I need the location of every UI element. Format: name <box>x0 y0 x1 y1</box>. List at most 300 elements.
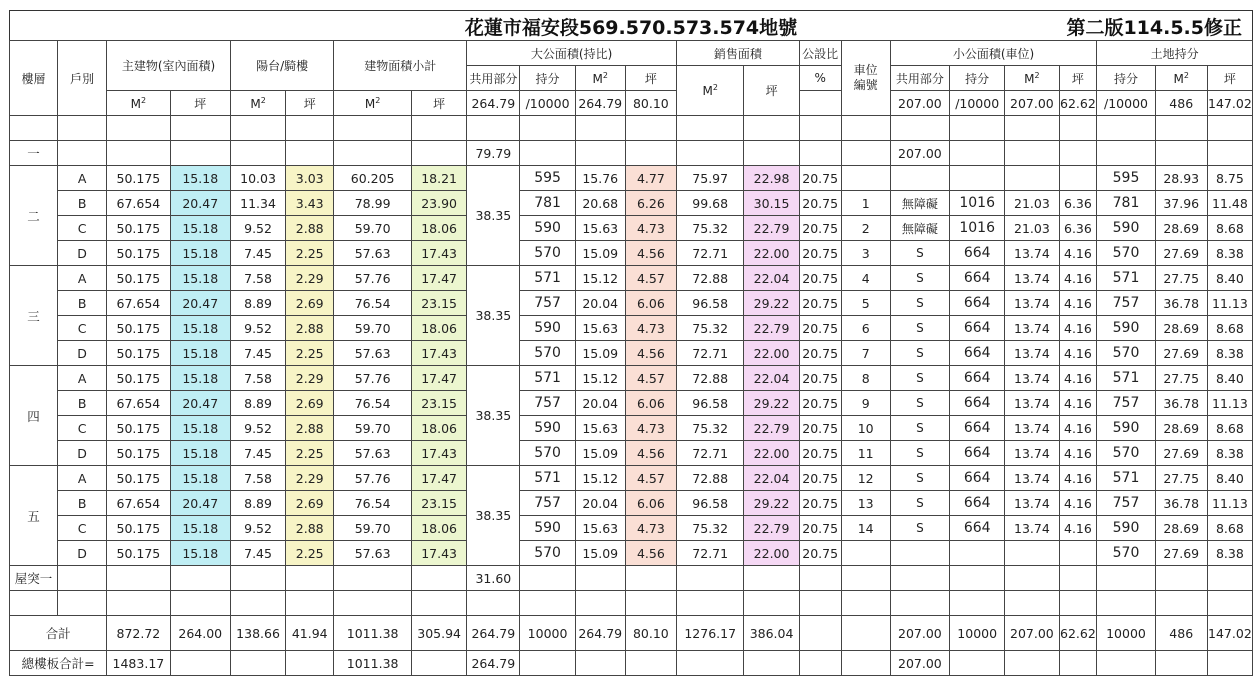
value-cell: 571 <box>1097 266 1155 291</box>
value-cell: 20.75 <box>799 391 841 416</box>
empty-cell <box>1155 591 1207 616</box>
parking-number-cell: 12 <box>841 466 890 491</box>
empty-cell <box>58 141 107 166</box>
empty-cell <box>575 651 625 676</box>
unit-row <box>10 391 1253 416</box>
value-cell: 570 <box>520 541 575 566</box>
value-cell: 50.175 <box>107 241 170 266</box>
value-cell: 76.54 <box>334 491 412 516</box>
value-cell: 75.32 <box>676 416 744 441</box>
empty-cell <box>58 116 107 141</box>
empty-cell <box>1059 591 1097 616</box>
empty-cell <box>1059 141 1097 166</box>
value-cell: 4.16 <box>1059 416 1097 441</box>
header-balcony-m2 <box>230 91 285 116</box>
empty-cell <box>467 591 520 616</box>
parking-type-cell: S <box>890 491 949 516</box>
value-cell: 570 <box>520 341 575 366</box>
value-cell: 50.175 <box>107 516 170 541</box>
value-cell: 57.76 <box>334 266 412 291</box>
value-cell: 20.75 <box>799 216 841 241</box>
value-cell: 571 <box>520 266 575 291</box>
value-cell: 4.73 <box>625 516 676 541</box>
value-cell: 37.96 <box>1155 191 1207 216</box>
empty-cell <box>676 651 744 676</box>
value-cell <box>950 166 1005 191</box>
header-main-ping: 坪 <box>170 91 230 116</box>
grand-total-small-public: 207.00 <box>890 651 949 676</box>
squared-mark: 2 <box>1183 70 1189 80</box>
value-cell: 57.76 <box>334 366 412 391</box>
value-cell: 67.654 <box>107 191 170 216</box>
value-cell: 4.16 <box>1059 241 1097 266</box>
unit-label: C <box>58 416 107 441</box>
empty-cell <box>950 591 1005 616</box>
value-cell: 7.58 <box>230 466 285 491</box>
value-cell: 50.175 <box>107 466 170 491</box>
value-cell: 4.57 <box>625 466 676 491</box>
empty-cell <box>107 116 170 141</box>
header-small-m2 <box>1005 66 1059 91</box>
large-public-shared-cell: 38.35 <box>467 166 520 266</box>
header-large-m2-text: M <box>592 71 603 86</box>
value-cell: 6.36 <box>1059 216 1097 241</box>
empty-cell <box>1155 141 1207 166</box>
value-cell: 570 <box>1097 241 1155 266</box>
value-cell: 59.70 <box>334 316 412 341</box>
value-cell: 22.79 <box>744 516 799 541</box>
empty-cell <box>890 566 949 591</box>
empty-cell <box>1059 566 1097 591</box>
header-small-public: 小公面積(車位) <box>890 41 1097 66</box>
unit-row <box>10 216 1253 241</box>
value-cell: 15.18 <box>170 166 230 191</box>
value-cell: 664 <box>950 516 1005 541</box>
empty-cell <box>676 591 744 616</box>
grand-total-row <box>10 651 1253 676</box>
value-cell: 50.175 <box>107 541 170 566</box>
value-cell: 20.68 <box>575 191 625 216</box>
parking-type-cell: S <box>890 416 949 441</box>
empty-cell <box>799 141 841 166</box>
parking-number-cell: 14 <box>841 516 890 541</box>
empty-cell <box>1155 116 1207 141</box>
value-cell: 36.78 <box>1155 391 1207 416</box>
value-cell: 2.25 <box>286 441 334 466</box>
header-main-building: 主建物(室內面積) <box>107 41 231 91</box>
total-cell: 10000 <box>1097 616 1155 651</box>
large-public-ping: 80.10 <box>625 91 676 116</box>
total-cell: 1276.17 <box>676 616 744 651</box>
empty-cell <box>1155 651 1207 676</box>
empty-cell <box>575 116 625 141</box>
unit-row <box>10 516 1253 541</box>
floor-label: 四 <box>10 366 58 466</box>
unit-row <box>10 191 1253 216</box>
value-cell: 15.63 <box>575 316 625 341</box>
empty-cell <box>950 116 1005 141</box>
value-cell: 4.56 <box>625 541 676 566</box>
header-small-shared: 共用部分 <box>890 66 949 91</box>
value-cell: 4.16 <box>1059 366 1097 391</box>
empty-cell <box>286 591 334 616</box>
empty-cell <box>575 141 625 166</box>
value-cell: 27.75 <box>1155 266 1207 291</box>
value-cell: 22.00 <box>744 241 799 266</box>
empty-cell <box>799 116 841 141</box>
header-land-share: 土地持分 <box>1097 41 1253 66</box>
floor-1-row <box>10 141 1253 166</box>
total-cell: 138.66 <box>230 616 285 651</box>
empty-cell <box>676 141 744 166</box>
value-cell: 664 <box>950 241 1005 266</box>
unit-label: C <box>58 516 107 541</box>
empty-cell <box>799 651 841 676</box>
value-cell: 15.63 <box>575 216 625 241</box>
value-cell: 28.93 <box>1155 166 1207 191</box>
unit-label: D <box>58 241 107 266</box>
empty-cell <box>1097 116 1155 141</box>
value-cell: 22.79 <box>744 416 799 441</box>
empty-cell <box>1005 141 1059 166</box>
value-cell: 8.68 <box>1207 316 1252 341</box>
value-cell: 2.29 <box>286 366 334 391</box>
grand-total-label: 總樓板合計= <box>10 651 107 676</box>
header-sales-area: 銷售面積 <box>676 41 799 66</box>
value-cell: 757 <box>1097 491 1155 516</box>
value-cell: 13.74 <box>1005 416 1059 441</box>
value-cell: 20.75 <box>799 466 841 491</box>
value-cell: 4.16 <box>1059 466 1097 491</box>
empty-cell <box>230 591 285 616</box>
value-cell: 570 <box>1097 441 1155 466</box>
value-cell: 13.74 <box>1005 241 1059 266</box>
value-cell: 8.89 <box>230 291 285 316</box>
empty-cell <box>1207 116 1252 141</box>
value-cell: 570 <box>520 441 575 466</box>
total-cell: 264.00 <box>170 616 230 651</box>
value-cell: 17.47 <box>412 366 467 391</box>
unit-label: A <box>58 266 107 291</box>
value-cell: 8.75 <box>1207 166 1252 191</box>
value-cell: 571 <box>520 466 575 491</box>
empty-cell <box>744 116 799 141</box>
total-cell: 872.72 <box>107 616 170 651</box>
parking-number-cell: 4 <box>841 266 890 291</box>
total-cell: 207.00 <box>1005 616 1059 651</box>
value-cell: 2.69 <box>286 291 334 316</box>
value-cell: 13.74 <box>1005 316 1059 341</box>
value-cell: 571 <box>1097 466 1155 491</box>
value-cell: 664 <box>950 291 1005 316</box>
area-table <box>9 40 1253 676</box>
empty-cell <box>286 116 334 141</box>
empty-cell <box>1059 116 1097 141</box>
value-cell: 1016 <box>950 191 1005 216</box>
title-row <box>9 10 1253 40</box>
floor-label: 二 <box>10 166 58 266</box>
large-public-shared-cell: 79.79 <box>467 141 520 166</box>
value-cell: 13.74 <box>1005 266 1059 291</box>
value-cell: 20.04 <box>575 391 625 416</box>
value-cell: 75.32 <box>676 516 744 541</box>
total-cell <box>841 616 890 651</box>
value-cell: 15.18 <box>170 541 230 566</box>
large-public-denominator: /10000 <box>520 91 575 116</box>
value-cell: 29.22 <box>744 291 799 316</box>
header-percent: % <box>799 66 841 91</box>
header-unit: 戶別 <box>58 41 107 116</box>
value-cell: 29.22 <box>744 491 799 516</box>
value-cell: 22.98 <box>744 166 799 191</box>
value-cell: 50.175 <box>107 416 170 441</box>
value-cell: 72.71 <box>676 441 744 466</box>
value-cell: 20.75 <box>799 516 841 541</box>
empty-cell <box>10 591 58 616</box>
value-cell: 9.52 <box>230 416 285 441</box>
value-cell: 4.73 <box>625 416 676 441</box>
empty-cell <box>799 591 841 616</box>
empty-cell <box>107 566 170 591</box>
unit-label: B <box>58 191 107 216</box>
value-cell: 8.89 <box>230 491 285 516</box>
header-main-m2-text: M <box>130 96 142 111</box>
empty-cell <box>1097 141 1155 166</box>
value-cell: 15.12 <box>575 366 625 391</box>
value-cell: 15.18 <box>170 316 230 341</box>
total-cell: 207.00 <box>890 616 949 651</box>
small-public-denominator: /10000 <box>950 91 1005 116</box>
value-cell: 4.16 <box>1059 316 1097 341</box>
empty-cell <box>467 116 520 141</box>
value-cell: 17.43 <box>412 341 467 366</box>
empty-cell <box>1207 566 1252 591</box>
value-cell: 13.74 <box>1005 516 1059 541</box>
value-cell: 13.74 <box>1005 391 1059 416</box>
parking-type-cell: S <box>890 466 949 491</box>
empty-cell <box>1097 566 1155 591</box>
value-cell: 6.06 <box>625 391 676 416</box>
value-cell: 664 <box>950 341 1005 366</box>
value-cell: 67.654 <box>107 491 170 516</box>
value-cell: 781 <box>1097 191 1155 216</box>
header-floor: 樓層 <box>10 41 58 116</box>
value-cell: 20.75 <box>799 416 841 441</box>
value-cell: 7.45 <box>230 541 285 566</box>
large-public-shared-m2: 264.79 <box>467 91 520 116</box>
value-cell: 3.43 <box>286 191 334 216</box>
value-cell: 21.03 <box>1005 191 1059 216</box>
value-cell: 11.48 <box>1207 191 1252 216</box>
value-cell: 664 <box>950 366 1005 391</box>
value-cell: 11.34 <box>230 191 285 216</box>
parking-number-cell: 10 <box>841 416 890 441</box>
value-cell: 8.40 <box>1207 266 1252 291</box>
empty-cell <box>1005 651 1059 676</box>
total-cell: 1011.38 <box>334 616 412 651</box>
header-subtotal-m2-text: M <box>364 96 376 111</box>
value-cell: 781 <box>520 191 575 216</box>
value-cell: 8.68 <box>1207 516 1252 541</box>
value-cell: 96.58 <box>676 291 744 316</box>
value-cell: 20.75 <box>799 191 841 216</box>
empty-cell <box>1207 591 1252 616</box>
empty-cell <box>334 566 412 591</box>
value-cell: 4.16 <box>1059 391 1097 416</box>
value-cell: 76.54 <box>334 291 412 316</box>
unit-label: C <box>58 216 107 241</box>
empty-cell <box>744 591 799 616</box>
parking-number-cell: 2 <box>841 216 890 241</box>
value-cell: 15.76 <box>575 166 625 191</box>
value-cell: 8.68 <box>1207 216 1252 241</box>
header-large-public: 大公面積(持比) <box>467 41 677 66</box>
value-cell: 4.73 <box>625 316 676 341</box>
value-cell: 15.18 <box>170 466 230 491</box>
value-cell: 11.13 <box>1207 391 1252 416</box>
value-cell: 15.09 <box>575 341 625 366</box>
value-cell: 22.00 <box>744 541 799 566</box>
value-cell: 757 <box>520 491 575 516</box>
empty-cell <box>412 116 467 141</box>
value-cell: 15.18 <box>170 441 230 466</box>
unit-label: B <box>58 491 107 516</box>
value-cell: 67.654 <box>107 391 170 416</box>
empty-cell <box>1097 591 1155 616</box>
parking-number-cell: 6 <box>841 316 890 341</box>
small-public-ping: 62.62 <box>1059 91 1097 116</box>
parking-number-cell: 11 <box>841 441 890 466</box>
empty-cell <box>170 591 230 616</box>
empty-cell <box>841 566 890 591</box>
value-cell: 27.75 <box>1155 366 1207 391</box>
floor-label: 屋突一 <box>10 566 58 591</box>
unit-row <box>10 241 1253 266</box>
unit-row <box>10 466 1253 491</box>
value-cell: 50.175 <box>107 266 170 291</box>
parking-type-cell: 無障礙 <box>890 216 949 241</box>
value-cell: 17.47 <box>412 266 467 291</box>
floor-label: 一 <box>10 141 58 166</box>
empty-cell <box>890 591 949 616</box>
empty-cell <box>1207 651 1252 676</box>
value-cell: 7.58 <box>230 366 285 391</box>
value-cell: 20.75 <box>799 166 841 191</box>
value-cell: 75.32 <box>676 316 744 341</box>
blank-row <box>10 116 1253 141</box>
value-cell: 72.88 <box>676 266 744 291</box>
header-balcony-m2-text: M <box>250 96 261 111</box>
unit-label: D <box>58 341 107 366</box>
value-cell: 23.15 <box>412 291 467 316</box>
total-cell <box>799 616 841 651</box>
value-cell: 2.29 <box>286 466 334 491</box>
large-public-shared-cell: 38.35 <box>467 366 520 466</box>
value-cell: 664 <box>950 416 1005 441</box>
value-cell: 28.69 <box>1155 316 1207 341</box>
value-cell: 15.18 <box>170 341 230 366</box>
empty-cell <box>575 591 625 616</box>
empty-cell <box>412 651 467 676</box>
large-public-m2: 264.79 <box>575 91 625 116</box>
value-cell: 590 <box>520 416 575 441</box>
parking-type-cell: S <box>890 266 949 291</box>
empty-cell <box>744 566 799 591</box>
empty-cell <box>841 141 890 166</box>
empty-cell <box>676 116 744 141</box>
empty-cell <box>230 141 285 166</box>
total-cell: 10000 <box>520 616 575 651</box>
value-cell: 9.52 <box>230 516 285 541</box>
value-cell: 22.00 <box>744 441 799 466</box>
value-cell: 4.16 <box>1059 516 1097 541</box>
empty-cell <box>170 141 230 166</box>
value-cell: 27.75 <box>1155 466 1207 491</box>
empty-cell <box>286 651 334 676</box>
empty-cell <box>1005 116 1059 141</box>
parking-type-cell: S <box>890 341 949 366</box>
value-cell: 27.69 <box>1155 441 1207 466</box>
header-small-m2-text: M <box>1024 71 1035 86</box>
value-cell: 15.18 <box>170 266 230 291</box>
large-public-shared-cell: 31.60 <box>467 566 520 591</box>
value-cell: 7.45 <box>230 241 285 266</box>
value-cell: 15.09 <box>575 541 625 566</box>
value-cell: 59.70 <box>334 416 412 441</box>
large-public-shared-cell: 38.35 <box>467 266 520 366</box>
parking-number-cell: 5 <box>841 291 890 316</box>
small-public-shared-m2: 207.00 <box>890 91 949 116</box>
value-cell <box>1059 166 1097 191</box>
unit-row <box>10 541 1253 566</box>
unit-label: D <box>58 441 107 466</box>
value-cell: 17.43 <box>412 541 467 566</box>
value-cell: 4.16 <box>1059 341 1097 366</box>
empty-cell <box>841 651 890 676</box>
empty-cell <box>412 566 467 591</box>
header-small-ping: 坪 <box>1059 66 1097 91</box>
header-parking-no-text: 車位編號 <box>853 63 878 92</box>
header-sales-ping: 坪 <box>744 66 799 116</box>
header-sales-m2-text: M <box>702 84 713 98</box>
value-cell: 8.40 <box>1207 466 1252 491</box>
value-cell: 590 <box>520 216 575 241</box>
empty-cell <box>107 141 170 166</box>
unit-row <box>10 166 1253 191</box>
parking-type-cell: S <box>890 316 949 341</box>
small-public-shared-cell: 207.00 <box>890 141 949 166</box>
empty-cell <box>625 141 676 166</box>
unit-row <box>10 316 1253 341</box>
empty-cell <box>625 651 676 676</box>
value-cell: 4.57 <box>625 366 676 391</box>
header-large-shared: 共用部分 <box>467 66 520 91</box>
value-cell: 2.88 <box>286 416 334 441</box>
table-body <box>10 116 1253 676</box>
value-cell: 2.88 <box>286 316 334 341</box>
value-cell: 4.77 <box>625 166 676 191</box>
header-balcony: 陽台/騎樓 <box>230 41 333 91</box>
value-cell: 13.74 <box>1005 466 1059 491</box>
value-cell: 8.38 <box>1207 541 1252 566</box>
value-cell: 50.175 <box>107 316 170 341</box>
value-cell: 2.88 <box>286 516 334 541</box>
unit-row <box>10 341 1253 366</box>
empty-cell <box>575 566 625 591</box>
large-public-shared-cell: 38.35 <box>467 466 520 566</box>
squared-mark: 2 <box>712 83 718 92</box>
value-cell: 590 <box>520 516 575 541</box>
